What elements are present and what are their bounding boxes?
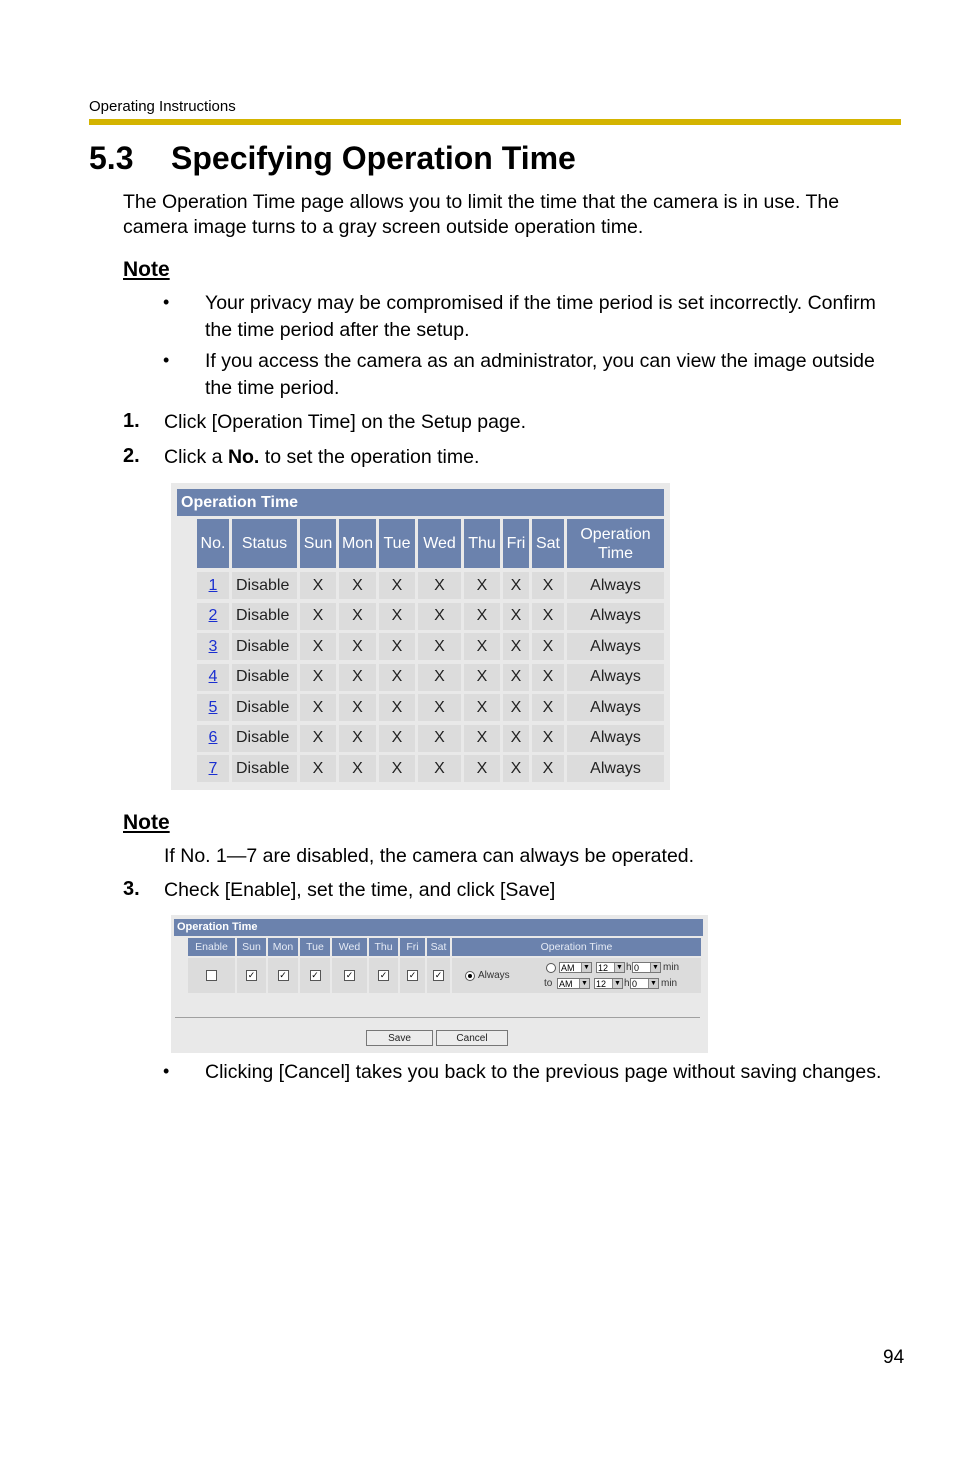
- save-button[interactable]: Save: [366, 1030, 433, 1046]
- table-cell: X: [379, 633, 415, 660]
- table-cell: X: [418, 633, 461, 660]
- day-checkbox[interactable]: ✓: [434, 970, 443, 980]
- column-header: Sun: [237, 938, 266, 956]
- chevron-down-icon: ▼: [579, 979, 589, 988]
- table-cell: Disable: [232, 755, 297, 782]
- table-cell: X: [532, 755, 564, 782]
- section-title-text: Specifying Operation Time: [171, 140, 576, 176]
- column-header: Fri: [400, 938, 425, 956]
- note-bullet-1: Your privacy may be compromised if the time period is set incorrectly. Confirm the time period after the setup.: [205, 292, 876, 341]
- table-cell: X: [418, 694, 461, 721]
- table-cell: X: [503, 664, 529, 691]
- note-heading: Note: [123, 258, 170, 281]
- step-2-text: [164, 446, 479, 469]
- row-number-link[interactable]: [197, 572, 229, 599]
- table-cell: X: [339, 664, 376, 691]
- table-cell: X: [532, 694, 564, 721]
- checkbox-cell: [369, 958, 398, 993]
- step-2-suffix: to set the operation time.: [259, 446, 480, 468]
- chevron-down-icon: ▼: [648, 979, 658, 988]
- table-cell: X: [464, 664, 500, 691]
- day-checkbox[interactable]: ✓: [247, 970, 256, 980]
- table-cell: Always: [567, 603, 664, 630]
- table-cell: X: [300, 572, 336, 599]
- row-number-link-text[interactable]: 1: [208, 576, 218, 594]
- row-number-link[interactable]: [197, 633, 229, 660]
- table-cell: X: [379, 725, 415, 752]
- table-cell: X: [339, 572, 376, 599]
- column-header: Tue: [379, 519, 415, 568]
- column-header: No.: [197, 519, 229, 568]
- section-title: [89, 140, 576, 177]
- to-hour-select[interactable]: [594, 978, 623, 989]
- table-cell: Always: [567, 572, 664, 599]
- table-cell: X: [339, 694, 376, 721]
- table-cell: X: [300, 603, 336, 630]
- from-min-select[interactable]: [632, 962, 661, 973]
- table-cell: X: [532, 664, 564, 691]
- checkbox-cell: [300, 958, 330, 993]
- table-cell: X: [379, 755, 415, 782]
- table-cell: Always: [567, 694, 664, 721]
- row-number-link-text[interactable]: 6: [208, 729, 218, 746]
- bullet: •: [163, 1061, 170, 1081]
- table-cell: Disable: [232, 572, 297, 599]
- table-cell: X: [300, 694, 336, 721]
- table-cell: X: [464, 633, 500, 660]
- to-ampm-select[interactable]: [557, 978, 590, 989]
- row-number-link[interactable]: [197, 603, 229, 630]
- table-cell: X: [379, 603, 415, 630]
- table-cell: X: [532, 603, 564, 630]
- to-min-unit: min: [661, 978, 678, 989]
- chevron-down-icon: ▼: [650, 963, 660, 972]
- to-label: to: [544, 978, 553, 989]
- day-checkbox[interactable]: ✓: [345, 970, 354, 980]
- time-range-radio[interactable]: [546, 963, 556, 973]
- table-cell: Always: [567, 725, 664, 752]
- column-header: Status: [232, 519, 297, 568]
- table-cell: X: [464, 572, 500, 599]
- section-number: 5.3: [89, 140, 134, 176]
- to-min-value: 0: [632, 979, 638, 989]
- column-header: Mon: [268, 938, 298, 956]
- checkbox-cell: [188, 958, 235, 993]
- table-cell: X: [300, 755, 336, 782]
- header-rule: [89, 119, 901, 125]
- cancel-button[interactable]: Cancel: [436, 1030, 508, 1046]
- row-number-link-text[interactable]: 3: [208, 637, 218, 655]
- table-cell: X: [532, 725, 564, 752]
- to-hour-value: 12: [596, 979, 607, 989]
- column-header: Operation Time: [452, 938, 701, 956]
- from-ampm-select[interactable]: [559, 962, 592, 973]
- table-cell: Disable: [232, 633, 297, 660]
- row-number-link[interactable]: [197, 664, 229, 691]
- table-cell: X: [418, 572, 461, 599]
- checkbox-cell: [400, 958, 425, 993]
- table-cell: X: [503, 633, 529, 660]
- column-header: Operation Time: [567, 519, 664, 568]
- column-header: Sat: [532, 519, 564, 568]
- column-header: Fri: [503, 519, 529, 568]
- table-cell: X: [503, 725, 529, 752]
- step-3-number: 3.: [123, 878, 140, 900]
- column-header: Thu: [369, 938, 398, 956]
- table-cell: X: [464, 755, 500, 782]
- divider: [175, 1017, 700, 1018]
- table-cell: Disable: [232, 603, 297, 630]
- from-hour-select[interactable]: [596, 962, 625, 973]
- from-hour-value: 12: [598, 963, 609, 973]
- table-cell: X: [300, 633, 336, 660]
- row-number-link-text[interactable]: 5: [208, 698, 218, 716]
- row-number-link[interactable]: [197, 694, 229, 721]
- bullet: •: [163, 350, 170, 370]
- table-cell: X: [339, 633, 376, 660]
- always-radio[interactable]: [465, 971, 475, 981]
- column-header: Tue: [300, 938, 330, 956]
- table-cell: X: [532, 572, 564, 599]
- table-cell: X: [339, 603, 376, 630]
- day-checkbox[interactable]: ✓: [379, 970, 388, 980]
- bullet: •: [163, 292, 170, 312]
- screen1-title: Operation Time: [177, 489, 664, 516]
- table-cell: X: [418, 664, 461, 691]
- running-header: Operating Instructions: [89, 98, 236, 115]
- step-2-prefix: Click a: [164, 446, 228, 468]
- step-1-text: Click [Operation Time] on the Setup page.: [164, 411, 527, 433]
- table-cell: X: [339, 755, 376, 782]
- table-cell: X: [379, 694, 415, 721]
- column-header: Mon: [339, 519, 376, 568]
- table-cell: X: [503, 603, 529, 630]
- row-number-link[interactable]: [197, 755, 229, 782]
- checkbox-cell: [332, 958, 367, 993]
- table-cell: X: [532, 633, 564, 660]
- enable-checkbox[interactable]: [206, 970, 217, 981]
- row-number-link-text[interactable]: 7: [208, 759, 218, 777]
- step-2-bold: No.: [227, 446, 260, 468]
- column-header: Wed: [418, 519, 461, 568]
- from-min-unit: min: [663, 962, 680, 973]
- chevron-down-icon: ▼: [612, 979, 622, 988]
- from-min-value: 0: [634, 963, 640, 973]
- row-number-link[interactable]: [197, 725, 229, 752]
- cancel-bullet: Clicking [Cancel] takes you back to the previous page without saving changes.: [205, 1061, 882, 1083]
- table-cell: X: [464, 725, 500, 752]
- day-checkbox[interactable]: ✓: [311, 970, 319, 980]
- table-cell: X: [418, 755, 461, 782]
- checkbox-cell: [427, 958, 450, 993]
- column-header: Sat: [427, 938, 450, 956]
- table-cell: Always: [567, 633, 664, 660]
- table-cell: X: [503, 694, 529, 721]
- column-header: Sun: [300, 519, 336, 568]
- table-cell: Disable: [232, 725, 297, 752]
- column-header: Thu: [464, 519, 500, 568]
- table-cell: X: [300, 725, 336, 752]
- table-cell: X: [300, 664, 336, 691]
- table-cell: X: [418, 725, 461, 752]
- table-cell: X: [418, 603, 461, 630]
- column-header: Wed: [332, 938, 367, 956]
- time-setting-cell: [452, 958, 701, 993]
- table-cell: X: [464, 694, 500, 721]
- table-cell: Disable: [232, 694, 297, 721]
- screen2-title: Operation Time: [174, 919, 703, 936]
- table-cell: X: [503, 755, 529, 782]
- to-min-select[interactable]: [630, 978, 659, 989]
- from-hour-unit: h: [626, 962, 632, 973]
- table-cell: X: [464, 603, 500, 630]
- step-3-text: Check [Enable], set the time, and click [Save]: [164, 879, 556, 901]
- checkbox-cell: [237, 958, 266, 993]
- checkbox-cell: [268, 958, 298, 993]
- table-cell: Always: [567, 664, 664, 691]
- note-bullet-2: If you access the camera as an administrator, you can view the image outside the time period.: [205, 350, 875, 399]
- note-heading-2: Note: [123, 811, 170, 834]
- table-cell: X: [379, 572, 415, 599]
- day-checkbox[interactable]: ✓: [279, 970, 287, 980]
- chevron-down-icon: ▼: [614, 963, 624, 972]
- intro-paragraph: The Operation Time page allows you to limit the time that the camera is in use. The camera image turns to a gray screen outside operation time.: [123, 191, 840, 238]
- table-cell: Always: [567, 755, 664, 782]
- row-number-link-text[interactable]: 4: [208, 668, 218, 685]
- operation-time-edit-screenshot: [171, 915, 708, 1053]
- column-header: Enable: [188, 938, 235, 956]
- chevron-down-icon: ▼: [581, 963, 591, 972]
- day-checkbox[interactable]: ✓: [408, 970, 417, 980]
- page-number: 94: [883, 1347, 905, 1368]
- table-cell: X: [339, 725, 376, 752]
- note-2-text: If No. 1—7 are disabled, the camera can always be operated.: [164, 845, 695, 867]
- from-ampm-value: AM: [561, 963, 575, 973]
- always-label: Always: [478, 970, 510, 981]
- step-2-number: 2.: [123, 445, 140, 467]
- table-cell: X: [379, 664, 415, 691]
- step-1-number: 1.: [123, 410, 140, 432]
- row-number-link-text[interactable]: 2: [208, 607, 218, 624]
- operation-time-list-screenshot: [171, 483, 670, 790]
- table-cell: Disable: [232, 664, 297, 691]
- to-hour-unit: h: [624, 978, 630, 989]
- to-ampm-value: AM: [559, 979, 573, 989]
- table-cell: X: [503, 572, 529, 599]
